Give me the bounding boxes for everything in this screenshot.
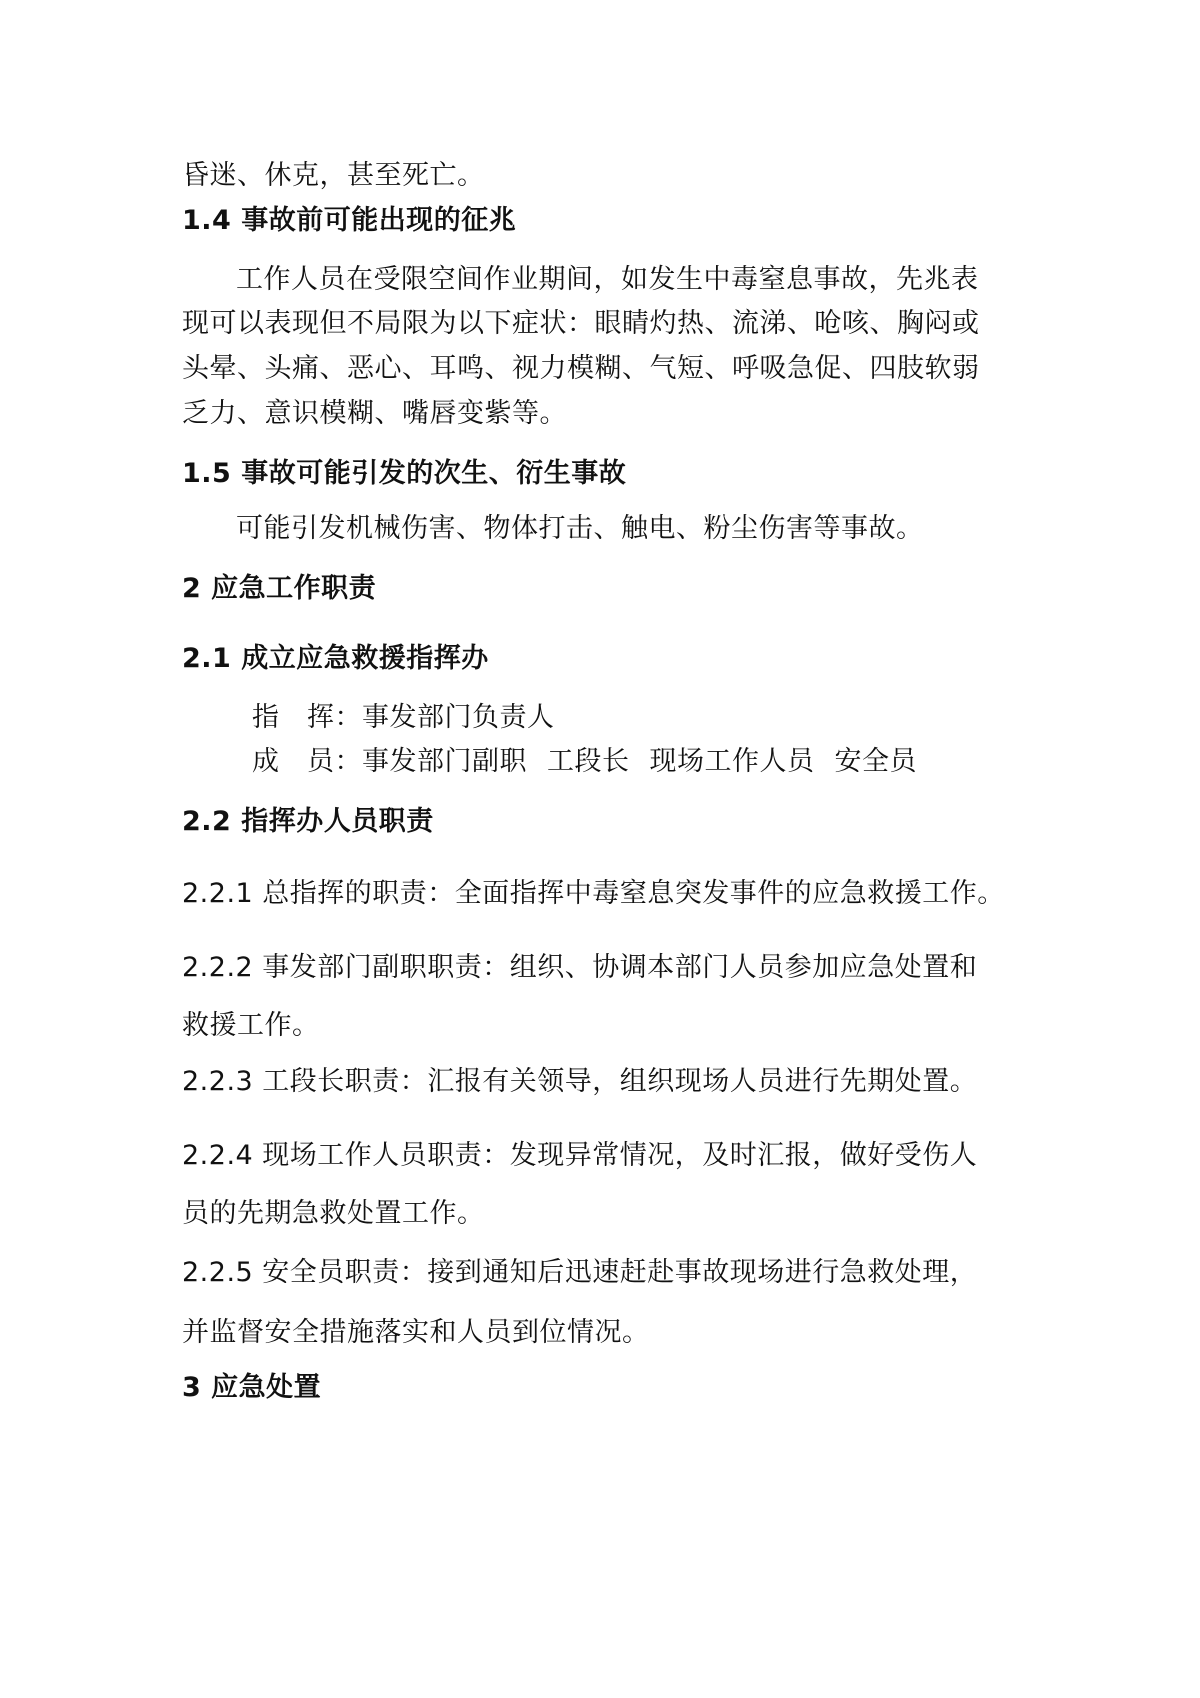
paragraph-line: 昏迷、休克，甚至死亡。	[182, 160, 485, 191]
section-heading-3: 3 应急处置	[182, 1372, 322, 1403]
duty-item-2-2-1: 2.2.1 总指挥的职责：全面指挥中毒窒息突发事件的应急救援工作。	[182, 878, 1005, 909]
member-item: 工段长	[547, 746, 630, 777]
paragraph-line: 可能引发机械伤害、物体打击、触电、粉尘伤害等事故。	[236, 513, 924, 544]
paragraph-line: 救援工作。	[182, 1010, 320, 1041]
commander-label: 指 挥：	[252, 702, 362, 733]
commander-value: 事发部门负责人	[362, 702, 555, 733]
duty-item-2-2-4: 2.2.4 现场工作人员职责：发现异常情况，及时汇报，做好受伤人	[182, 1140, 978, 1171]
paragraph-line: 工作人员在受限空间作业期间，如发生中毒窒息事故，先兆表	[236, 264, 979, 295]
paragraph-line: 头晕、头痛、恶心、耳鸣、视力模糊、气短、呼吸急促、四肢软弱	[182, 353, 980, 384]
section-heading-2-1: 2.1 成立应急救援指挥办	[182, 643, 489, 674]
members-label: 成 员：	[252, 746, 362, 777]
section-heading-1-4: 1.4 事故前可能出现的征兆	[182, 205, 517, 236]
paragraph-line: 并监督安全措施落实和人员到位情况。	[182, 1317, 650, 1348]
paragraph-line: 员的先期急救处置工作。	[182, 1198, 485, 1229]
member-item: 事发部门副职	[362, 746, 527, 777]
member-item: 安全员	[834, 746, 917, 777]
section-heading-2-2: 2.2 指挥办人员职责	[182, 806, 434, 837]
paragraph-line: 乏力、意识模糊、嘴唇变紫等。	[182, 398, 567, 429]
paragraph-line: 现可以表现但不局限为以下症状：眼睛灼热、流涕、呛咳、胸闷或	[182, 308, 980, 339]
section-heading-1-5: 1.5 事故可能引发的次生、衍生事故	[182, 458, 627, 489]
commander-row	[252, 700, 555, 736]
duty-item-2-2-2: 2.2.2 事发部门副职职责：组织、协调本部门人员参加应急处置和	[182, 952, 978, 983]
member-item: 现场工作人员	[649, 746, 815, 777]
section-heading-2: 2 应急工作职责	[182, 573, 377, 604]
members-row	[252, 744, 917, 780]
duty-item-2-2-3: 2.2.3 工段长职责：汇报有关领导，组织现场人员进行先期处置。	[182, 1066, 978, 1097]
duty-item-2-2-5: 2.2.5 安全员职责：接到通知后迅速赶赴事故现场进行急救处理，	[182, 1257, 978, 1288]
